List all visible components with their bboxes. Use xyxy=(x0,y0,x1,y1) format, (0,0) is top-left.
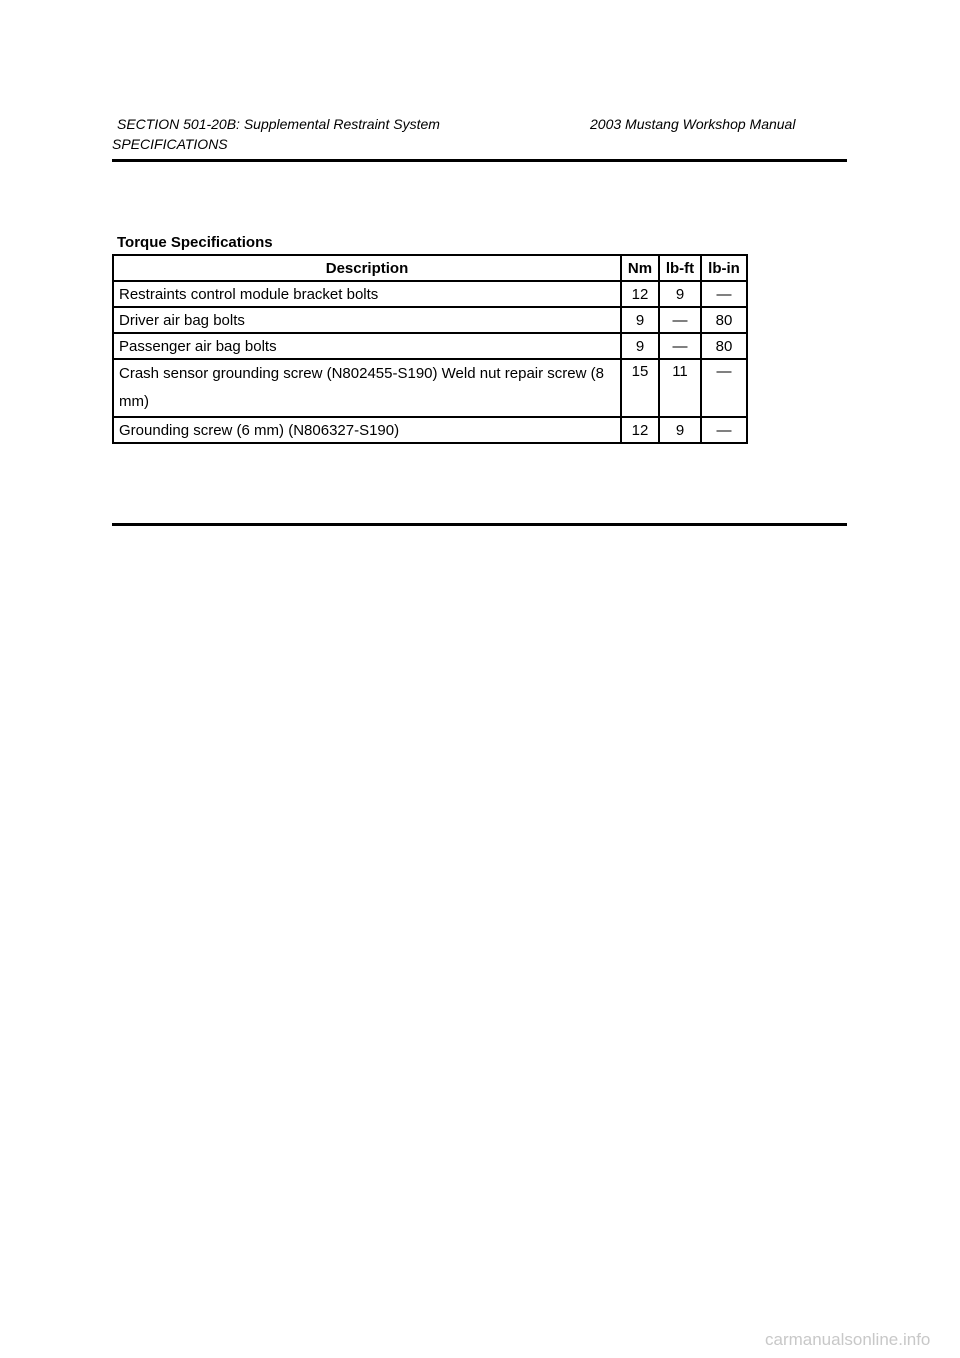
cell-description: Driver air bag bolts xyxy=(113,307,621,333)
cell-lbin: 80 xyxy=(701,307,747,333)
column-header-description: Description xyxy=(113,255,621,281)
table-row xyxy=(113,359,747,417)
cell-nm: 12 xyxy=(621,417,659,443)
cell-lbin: 80 xyxy=(701,333,747,359)
cell-description: Grounding screw (6 mm) (N806327-S190) xyxy=(113,417,621,443)
section-title: SECTION 501-20B: Supplemental Restraint System xyxy=(117,116,440,132)
table-header-row xyxy=(113,255,747,281)
cell-nm: 12 xyxy=(621,281,659,307)
column-header-lbft: lb-ft xyxy=(659,255,701,281)
table-row xyxy=(113,333,747,359)
torque-spec-table xyxy=(112,254,748,444)
footer-divider xyxy=(112,523,847,526)
manual-title: 2003 Mustang Workshop Manual xyxy=(590,116,796,132)
cell-nm: 15 xyxy=(621,359,659,417)
table-row xyxy=(113,417,747,443)
watermark: carmanualsonline.info xyxy=(765,1330,931,1349)
cell-nm: 9 xyxy=(621,307,659,333)
cell-description: Restraints control module bracket bolts xyxy=(113,281,621,307)
column-header-lbin: lb-in xyxy=(701,255,747,281)
table-title: Torque Specifications xyxy=(117,234,273,251)
cell-lbft: 11 xyxy=(659,359,701,417)
table-row xyxy=(113,307,747,333)
cell-lbin: — xyxy=(701,359,747,417)
cell-lbin: — xyxy=(701,417,747,443)
cell-lbft: — xyxy=(659,333,701,359)
cell-description: Crash sensor grounding screw (N802455-S190) Weld nut repair screw (8 mm) xyxy=(113,359,621,417)
cell-nm: 9 xyxy=(621,333,659,359)
subsection-title: SPECIFICATIONS xyxy=(112,136,228,152)
cell-lbft: 9 xyxy=(659,281,701,307)
cell-lbft: — xyxy=(659,307,701,333)
cell-lbin: — xyxy=(701,281,747,307)
table-row xyxy=(113,281,747,307)
cell-lbft: 9 xyxy=(659,417,701,443)
header-divider xyxy=(112,159,847,162)
column-header-nm: Nm xyxy=(621,255,659,281)
cell-description: Passenger air bag bolts xyxy=(113,333,621,359)
